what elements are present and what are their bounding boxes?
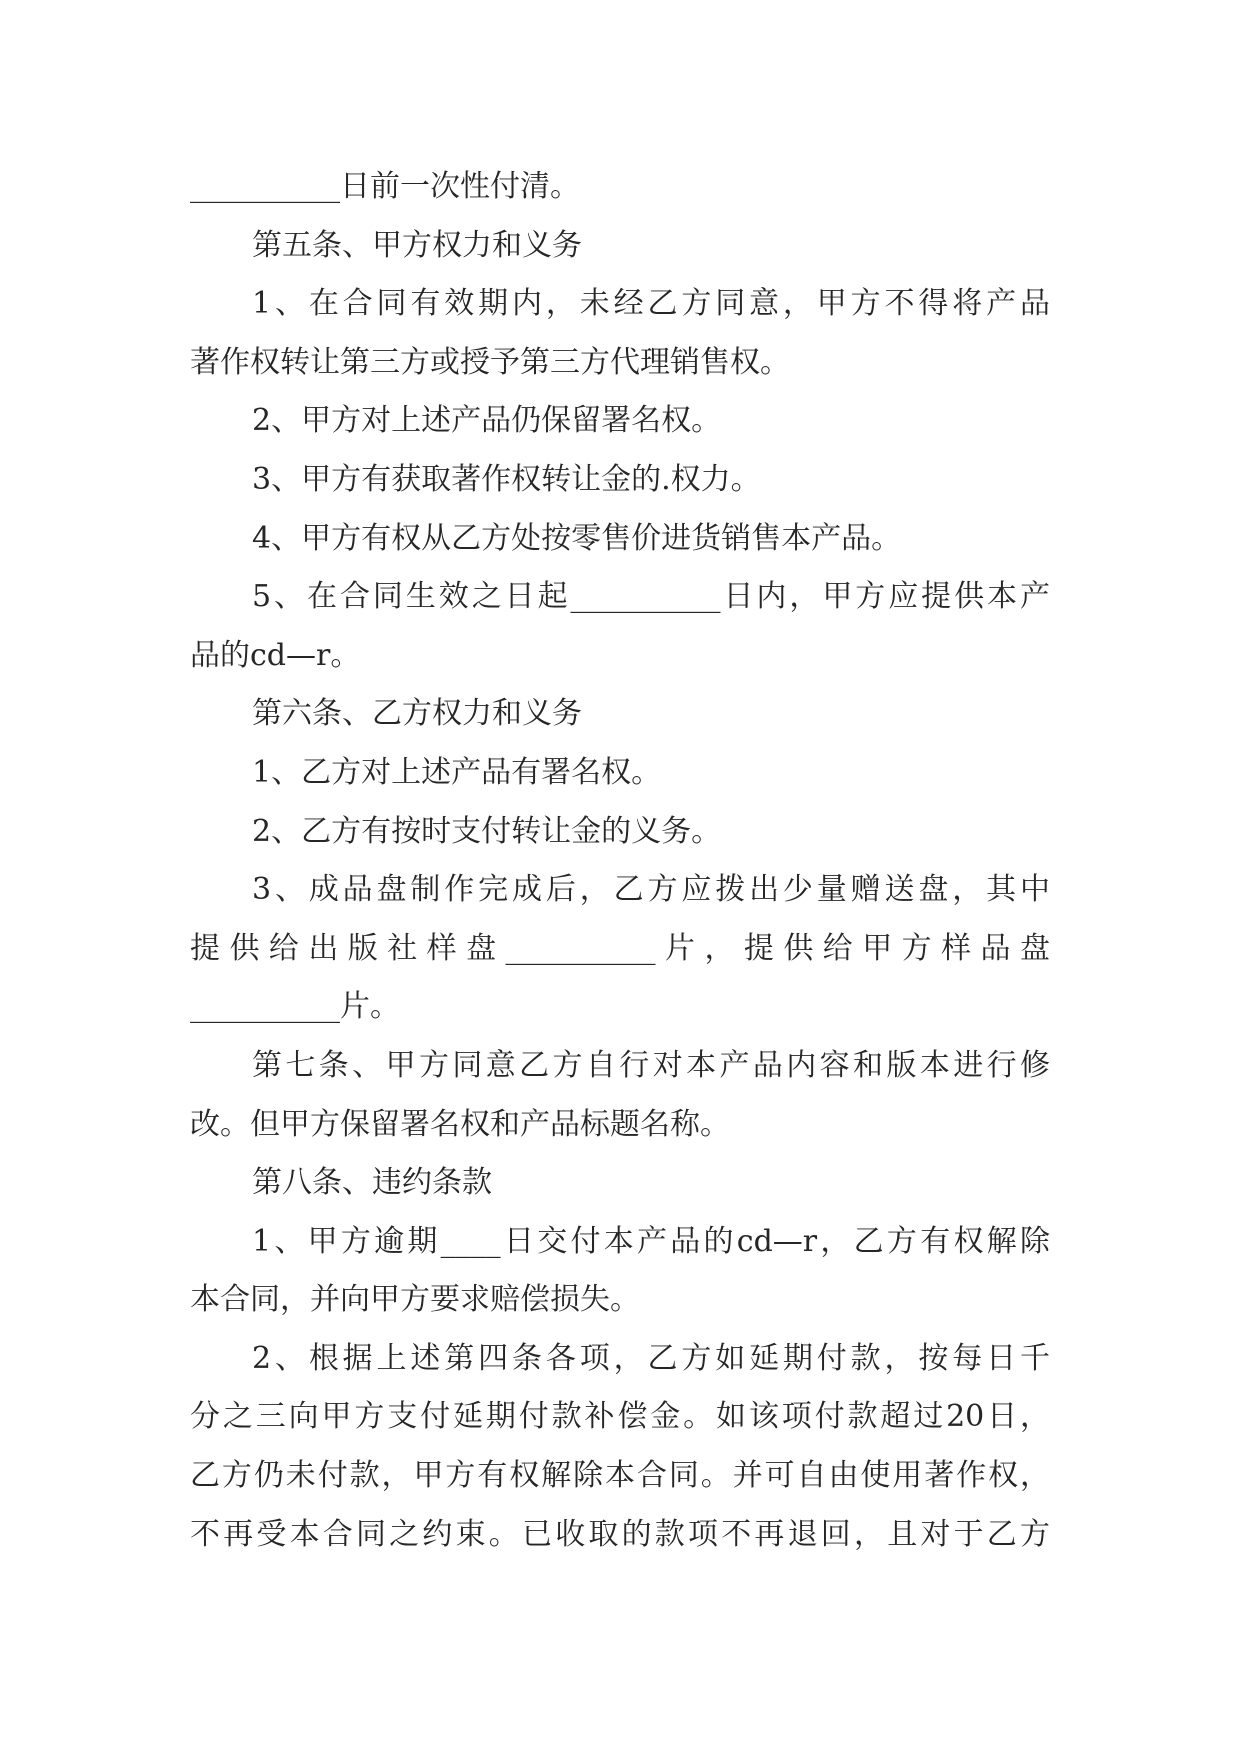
text-line-a8-1a: 1、甲方逾期____日交付本产品的cd—r，乙方有权解除 <box>252 1223 1050 1259</box>
text-line-a6-3c: __________片。 <box>190 989 400 1025</box>
text-line-a8-1b: 本合同，并向甲方要求赔偿损失。 <box>190 1282 640 1318</box>
text-line-a6-3b: 提供给出版社样盘__________片，提供给甲方样品盘 <box>190 930 1050 966</box>
text-line-a5-5a: 5、在合同生效之日起__________日内，甲方应提供本产 <box>252 579 1050 615</box>
text-line-a6-1: 1、乙方对上述产品有署名权。 <box>252 754 662 790</box>
text-line-a8-2c: 乙方仍未付款，甲方有权解除本合同。并可自由使用著作权， <box>190 1458 1050 1494</box>
text-line-a5-5b: 品的cd—r。 <box>190 637 361 673</box>
heading-article-8: 第八条、违约条款 <box>252 1165 492 1201</box>
heading-article-7a: 第七条、甲方同意乙方自行对本产品内容和版本进行修 <box>252 1047 1050 1083</box>
text-line-a8-2b: 分之三向甲方支付延期付款补偿金。如该项付款超过20日， <box>190 1399 1050 1435</box>
text-line-a5-4: 4、甲方有权从乙方处按零售价进货销售本产品。 <box>252 520 902 556</box>
text-line-a8-2d: 不再受本合同之约束。已收取的款项不再退回，且对于乙方 <box>190 1516 1050 1552</box>
text-line-a7b: 改。但甲方保留署名权和产品标题名称。 <box>190 1106 730 1142</box>
heading-article-5: 第五条、甲方权力和义务 <box>252 227 582 263</box>
text-line-a5-3: 3、甲方有获取著作权转让金的.权力。 <box>252 461 761 497</box>
text-line-a5-1a: 1、在合同有效期内，未经乙方同意，甲方不得将产品 <box>252 286 1050 322</box>
heading-article-6: 第六条、乙方权力和义务 <box>252 696 582 732</box>
document-body <box>190 158 1050 1564</box>
text-line-a6-2: 2、乙方有按时支付转让金的义务。 <box>252 813 722 849</box>
text-line-a6-3a: 3、成品盘制作完成后，乙方应拨出少量赠送盘，其中 <box>252 872 1050 908</box>
text-line-payment-deadline: __________日前一次性付清。 <box>190 169 580 204</box>
text-line-a5-1b: 著作权转让第三方或授予第三方代理销售权。 <box>190 344 790 380</box>
text-line-a5-2: 2、甲方对上述产品仍保留署名权。 <box>252 403 722 439</box>
text-line-a8-2a: 2、根据上述第四条各项，乙方如延期付款，按每日千 <box>252 1340 1050 1376</box>
